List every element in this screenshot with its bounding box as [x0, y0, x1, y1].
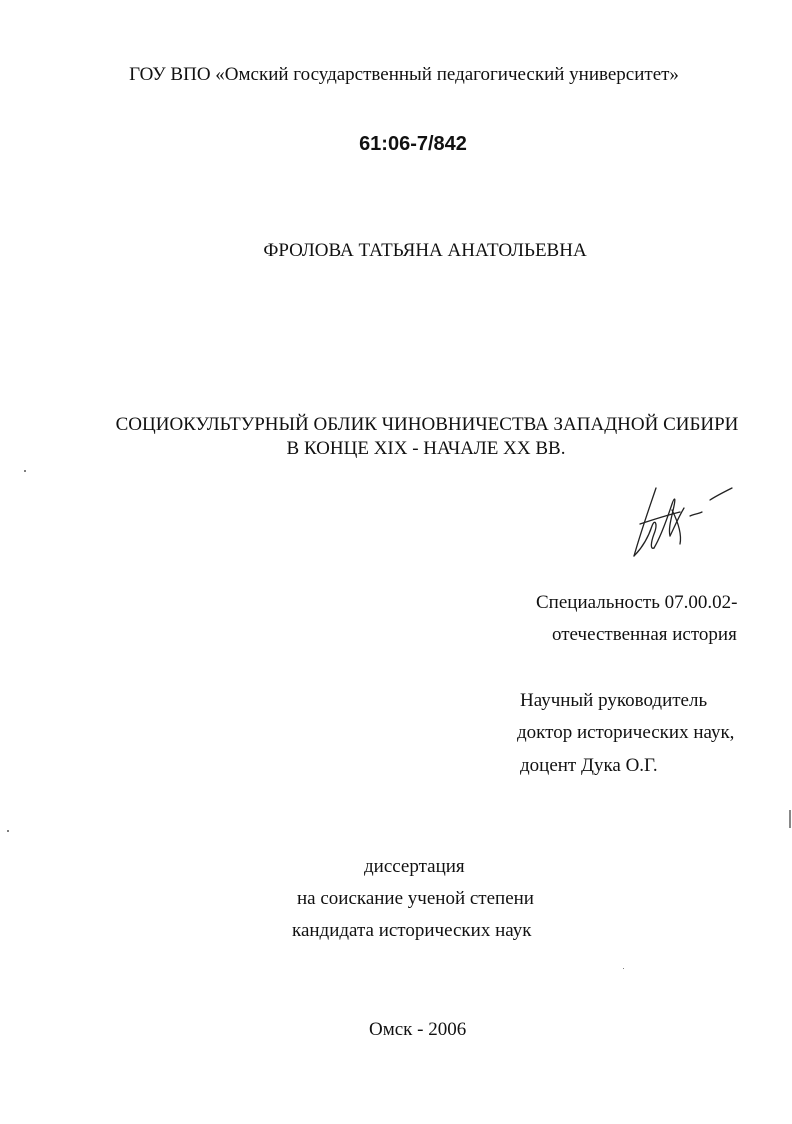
specialty-line-2: отечественная история	[552, 624, 737, 645]
institution-name: ГОУ ВПО «Омский государственный педагогический университет»	[129, 64, 679, 85]
dissertation-degree: кандидата исторических наук	[292, 920, 532, 941]
supervisor-name: доцент Дука О.Г.	[520, 755, 658, 776]
dissertation-purpose: на соискание ученой степени	[297, 888, 534, 909]
title-line-2: В КОНЦЕ XIX - НАЧАЛЕ XX ВВ.	[286, 438, 566, 459]
scan-speck	[24, 470, 26, 472]
specialty-line-1: Специальность 07.00.02-	[536, 592, 738, 613]
author-name: ФРОЛОВА ТАТЬЯНА АНАТОЛЬЕВНА	[263, 240, 587, 261]
supervisor-degree: доктор исторических наук,	[517, 722, 735, 743]
scan-speck	[623, 968, 624, 969]
supervisor-label: Научный руководитель	[520, 690, 708, 711]
title-line-1: СОЦИОКУЛЬТУРНЫЙ ОБЛИК ЧИНОВНИЧЕСТВА ЗАПАДНОЙ СИБИРИ	[115, 414, 739, 435]
handwritten-signature	[628, 482, 738, 562]
scan-speck	[7, 830, 9, 832]
scan-edge-mark	[789, 810, 791, 828]
place-and-year: Омск - 2006	[369, 1019, 467, 1040]
dissertation-type: диссертация	[364, 856, 465, 877]
catalog-code: 61:06-7/842	[359, 133, 467, 155]
